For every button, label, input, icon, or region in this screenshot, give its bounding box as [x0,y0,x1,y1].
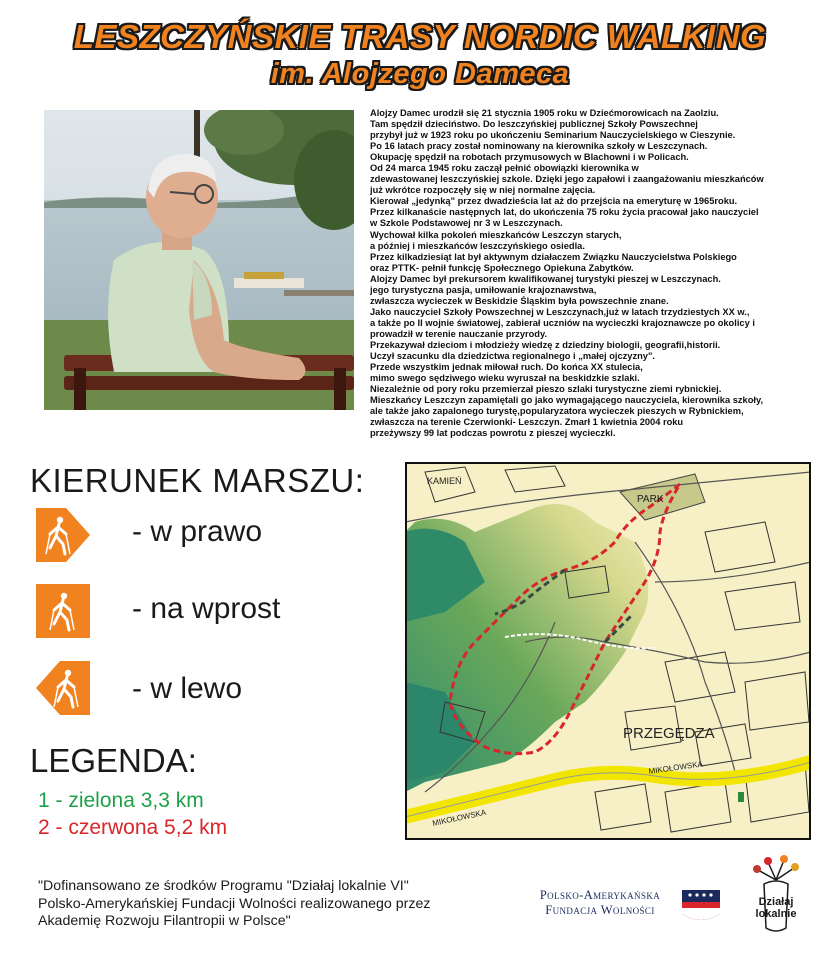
bio-line: Po 16 latach pracy został nominowany na kierownika szkoły w Leszczynach. [370,141,708,152]
bio-line: ale także jako zapalonego turystę,popularyzatora wycieczek pieszych w Rybnickiem, [370,406,744,417]
route-map [405,462,811,840]
arrow-right-icon [36,508,90,562]
bio-line: Tam spędził dzieciństwo. Do leszczyńskiej publicznej Szkoły Powszechnej [370,119,698,130]
bio-line: a później i mieszkańców leszczyńskiego osiedla. [370,240,585,251]
bio-line: jego turystyczna pasja, umiłowanie krajoznawstwa, [370,284,597,295]
dl-line-1: Działaj [758,896,794,908]
bio-line: zwłaszcza wycieczek w Beskidzie Śląskim była powszechnie znane. [370,295,669,306]
bio-line: Przez kilkanaście następnych lat, do ukończenia 75 roku życia pracował jako nauczyciel [370,207,759,218]
funding-note [38,878,508,931]
dl-line-2: lokalnie [755,908,797,920]
legend-green-route: 1 - zielona 3,3 km [38,789,204,812]
arrow-straight-icon [36,584,90,638]
bio-line: Okupację spędził na robotach przymusowych w Blachowni i w Policach. [370,152,689,163]
bio-line: Uczył szacunku dla dziedzictwa regionalnego i „małej ojczyzny". [370,351,655,362]
bio-line: Wychował kilka pokoleń mieszkańców Leszczyn starych, [370,229,622,240]
legend-red-route: 2 - czerwona 5,2 km [38,816,228,839]
bio-line: a także po II wojnie światowej, zabierał uczniów na wycieczki krajoznawcze po okolicy i [370,317,755,328]
legend-title: LEGENDA: [30,742,197,779]
bio-line: Przede wszystkim jednak miłował ruch. Do końca XX stulecia, [370,362,643,373]
direction-title: KIERUNEK MARSZU: [30,462,365,499]
bio-line: Przekazywał dzieciom i młodzieży wiedzę z dziedziny biologii, geografii,historii. [370,339,721,350]
arrow-left-icon [36,661,90,715]
dzialaj-lokalnie-text [746,896,806,920]
map-label-przegedza: PRZEGĘDZA [623,725,715,742]
direction-right-label: - w prawo [132,515,263,548]
bio-line: Przez kilkadziesiąt lat był aktywnym działaczem Związku Nauczycielstwa Polskiego [370,251,737,262]
pafw-line-2: Fundacja Wolności [545,903,655,917]
bio-line: Alojzy Damec był prekursorem kwalifikowanej turystyki pieszej w Leszczynach. [370,273,721,284]
portrait-photo [44,110,354,410]
page-title: LESZCZYŃSKIE TRASY NORDIC WALKING [73,18,767,55]
pafw-name [524,888,676,918]
dzialaj-lokalnie-logo-icon [746,852,806,936]
bio-line: przeżywszy 99 lat podczas powrotu z pieszej wycieczki. [370,428,616,439]
bio-line: Niezależnie od pory roku przemierzał pieszo szlaki turystyczne ziemi rybnickiej. [370,384,722,395]
bio-line: Od 24 marca 1945 roku zaczął pełnić obowiązki kierownika w [370,163,639,174]
funding-line: "Dofinansowano ze środków Programu "Działaj lokalnie VI" [38,878,409,894]
bio-line: mimo swego sędziwego wieku wyruszał na beskidzkie szlaki. [370,373,640,384]
biography-text [370,108,810,439]
map-label-mikolowska-left: MIKOŁOWSKA [431,807,487,828]
bio-line: Mieszkańcy Leszczyn zapamiętali go jako wymagającego nauczyciela, kierownika szkoły, [370,395,764,406]
bio-line: zwłaszcza na terenie Czerwionki- Leszczyn. Zmarł 1 kwietnia 2004 roku [370,417,684,428]
bio-line: Kierował „jedynką" przez dwadzieścia lat aż do przejścia na emeryturę w 1965roku. [370,196,738,207]
bio-line: w Szkole Podstawowej nr 3 w Leszczynach. [370,218,563,229]
map-label-park: PARK [637,494,664,505]
direction-left-label: - w lewo [132,672,243,705]
bio-line: Jako nauczyciel Szkoły Powszechnej w Leszczynach,już w latach trzydziestych XX w., [370,306,750,317]
bio-line: prowadził w terenie nauczanie przyrody. [370,328,548,339]
bio-line: oraz PTTK- pełnił funkcję Społecznego Opiekuna Zabytków. [370,262,634,273]
bio-line: przybył już w 1923 roku po ukończeniu Seminarium Nauczycielskiego w Cieszynie. [370,130,736,141]
page-subtitle: im. Alojzego Dameca [270,58,570,90]
funding-line: Akademię Rozwoju Filantropii w Polsce" [38,913,291,929]
bio-line: Alojzy Damec urodził się 21 stycznia 1905 roku w Dziećmorowicach na Zaolziu. [370,108,719,118]
map-label-mikolowska-right: MIKOŁOWSKA [648,759,704,776]
bio-line: już wkrótce rozpoczęły się w niej normalne zajęcia. [370,185,596,196]
pafw-line-1: Polsko-Amerykańska [539,888,661,902]
bio-line: zdewastowanej leszczyńskiej szkole. Dzięki jego zapałowi i zaangażowaniu mieszkańców [370,174,764,185]
map-label-kamien: KAMIEŃ [427,476,462,486]
direction-straight-label: - na wprost [132,592,281,625]
funding-line: Polsko-Amerykańskiej Fundacji Wolności realizowanego przez [38,895,431,912]
pafw-logo-icon [680,884,722,926]
